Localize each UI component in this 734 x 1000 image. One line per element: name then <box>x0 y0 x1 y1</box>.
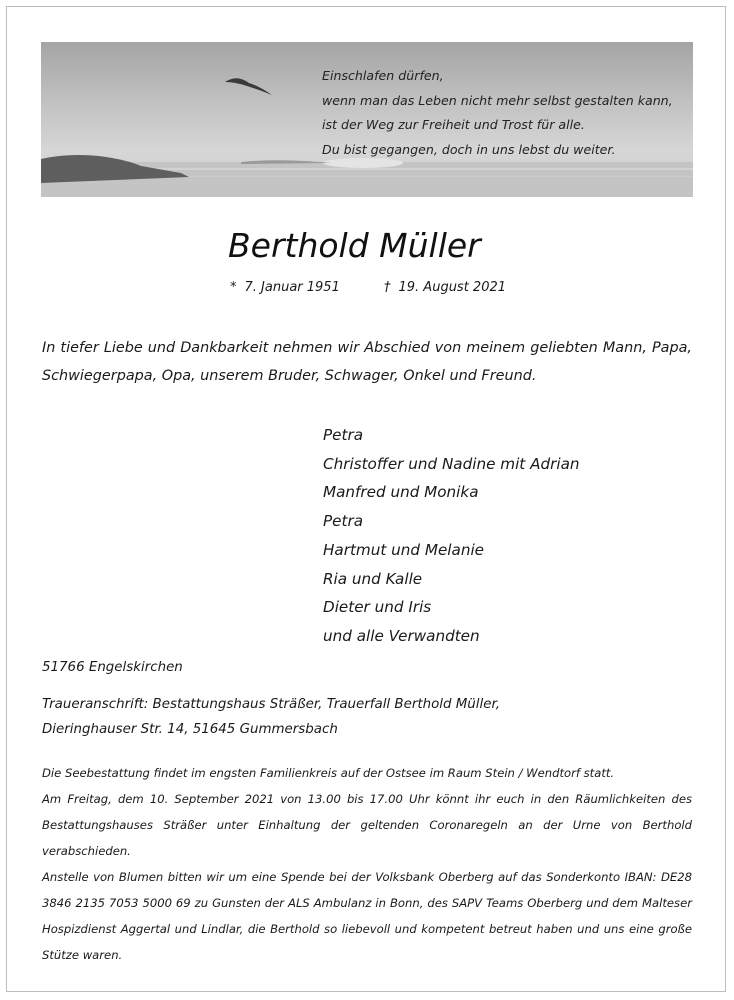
poem-line: Einschlafen dürfen, <box>322 68 444 83</box>
death-cross-icon: † <box>384 280 391 295</box>
mourner-entry: Hartmut und Melanie <box>323 540 485 559</box>
burial-note: Die Seebestattung findet im engsten Familienkreis auf der Ostsee im Raum Stein / Wendtorf statt. <box>42 766 615 780</box>
intro-text: In tiefer Liebe und Dankbarkeit nehmen wir Abschied von meinem geliebten Mann, Papa, Schwiegerpapa, Opa, unserem Bruder, Schwager, Onkel und Freund. <box>42 340 692 384</box>
mourner-entry: Dieter und Iris <box>323 598 432 617</box>
mourner-entry: Petra <box>323 426 364 444</box>
mourning-address <box>42 692 500 742</box>
deceased-name: Berthold Müller <box>228 226 481 265</box>
poem-line: Du bist gegangen, doch in uns lebst du weiter. <box>322 141 616 157</box>
birth-star-icon: * <box>230 280 237 295</box>
death-date: 19. August 2021 <box>398 280 507 295</box>
mourners-list <box>323 421 580 651</box>
sea-photo-banner <box>41 42 693 197</box>
place-of-residence: 51766 Engelskirchen <box>42 660 183 675</box>
farewell-note: Am Freitag, dem 10. September 2021 von 13.00 bis 17.00 Uhr könnt ihr euch in den Räumlichkeiten des Bestattungshauses Sträßer unter Einhaltung der geltenden Coronaregeln an der Urne von Berthold verabschieden. <box>42 792 692 858</box>
donation-note: Anstelle von Blumen bitten wir um eine Spende bei der Volksbank Oberberg auf das Sonderkonto IBAN: DE28 3846 2135 7053 5000 69 zu Gunsten der ALS Ambulanz in Bonn, des SAPV Teams Oberberg und dem Malteser Hospizdienst Aggertal und Lindlar, die Berthold so liebevoll und kompetent betreut haben und uns eine große Stütze waren. <box>42 870 692 962</box>
seagull-icon <box>225 78 272 95</box>
mourner-entry: Christoffer und Nadine mit Adrian <box>323 454 580 473</box>
mourner-entry: Manfred und Monika <box>323 483 479 502</box>
mourning-address-line: Dieringhauser Str. 14, 51645 Gummersbach <box>42 722 338 737</box>
mourner-entry: Petra <box>323 512 364 531</box>
mourning-address-line: Traueranschrift: Bestattungshaus Sträßer, Trauerfall Berthold Müller, <box>42 697 500 712</box>
poem-line: wenn man das Leben nicht mehr selbst gestalten kann, <box>322 92 673 108</box>
poem-line: ist der Weg zur Freiheit und Trost für alle. <box>322 117 585 132</box>
mourner-entry: Ria und Kalle <box>323 569 423 588</box>
notes <box>42 760 692 968</box>
birth-date: 7. Januar 1951 <box>244 280 340 295</box>
mourner-entry: und alle Verwandten <box>323 626 480 645</box>
poem <box>322 64 673 162</box>
death-date-group <box>384 278 506 298</box>
birth-date-group <box>230 278 340 298</box>
